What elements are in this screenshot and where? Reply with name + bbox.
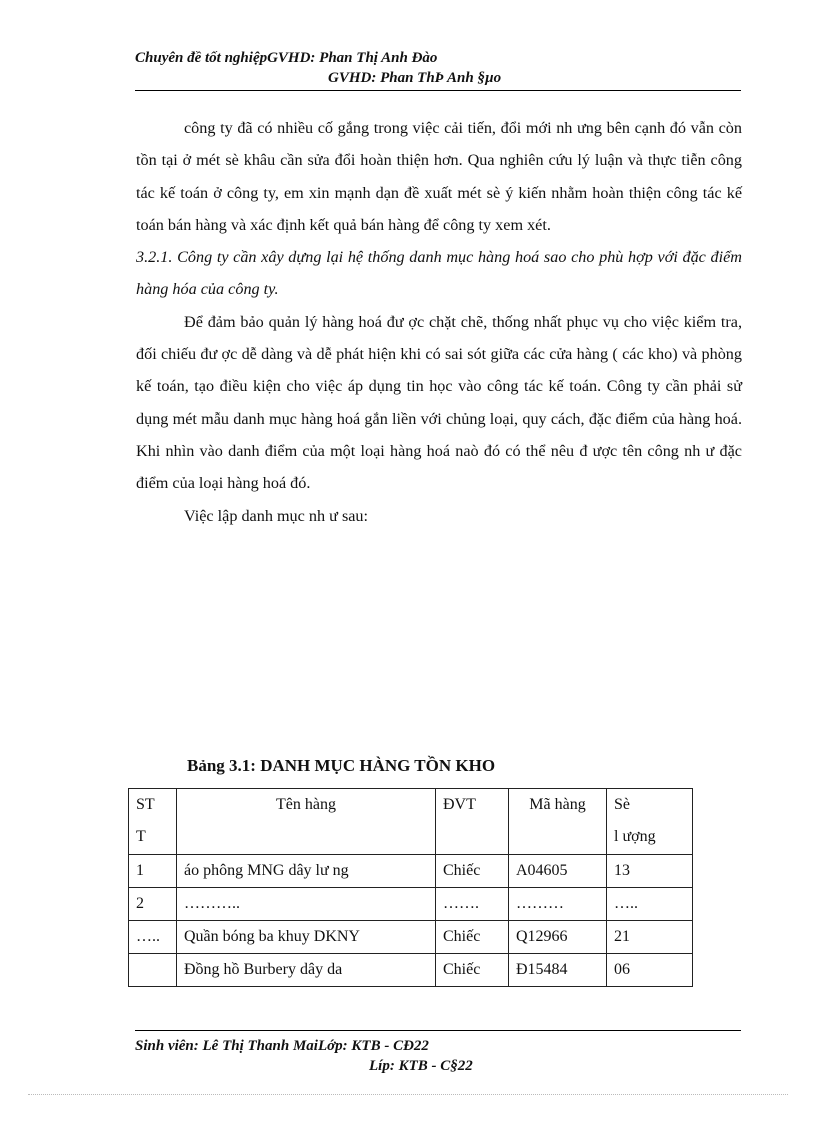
cell-name: Đồng hồ Burbery dây da xyxy=(177,954,436,987)
footer-line-1: Sinh viên: Lê Thị Thanh MaiLớp: KTB - CĐ22 xyxy=(135,1038,429,1054)
cell-code: A04605 xyxy=(509,855,607,888)
footer-line-2: Líp: KTB - C§22 xyxy=(369,1058,473,1074)
cell-code: Q12966 xyxy=(509,921,607,954)
cell-unit: ……. xyxy=(436,888,509,921)
table-caption: Bảng 3.1: DANH MỤC HÀNG TỒN KHO xyxy=(187,756,496,775)
paragraph-list-intro: Việc lập danh mục nh ư sau: xyxy=(184,506,369,525)
cell-unit: Chiếc xyxy=(436,855,509,888)
cell-stt: 2 xyxy=(129,888,177,921)
cell-code: Đ15484 xyxy=(509,954,607,987)
header-code: Mã hàng xyxy=(509,789,607,855)
header-unit: ĐVT xyxy=(436,789,509,855)
table-row xyxy=(129,954,693,987)
page-edge xyxy=(28,1094,788,1095)
table-row xyxy=(129,855,693,888)
header-divider xyxy=(135,90,741,91)
cell-unit: Chiếc xyxy=(436,954,509,987)
table-header-row xyxy=(129,789,693,855)
document-body xyxy=(136,112,742,532)
cell-qty: 21 xyxy=(607,921,693,954)
cell-name: áo phông MNG dây lư ng xyxy=(177,855,436,888)
cell-stt: ….. xyxy=(129,921,177,954)
paragraph-purpose: Để đảm bảo quản lý hàng hoá đư ợc chặt chẽ, thống nhất phục vụ cho việc kiểm tra, đối chiếu đư ợc dễ dàng và dễ phát hiện khi có sai sót giữa các cửa hàng ( các kho) và phòng kế toán, tạo điều kiện cho việc áp dụng tin học vào công tác kế toán. Công ty cần phải sử dụng mét mẫu danh mục hàng hoá gắn liền với chủng loại, quy cách, đặc điểm của hàng hoá. Khi nhìn vào danh điểm của một loại hàng hoá naò đó có thể nêu đ ược tên công nh ư đặc điểm của loại hàng hoá đó. xyxy=(136,312,742,493)
header-name: Tên hàng xyxy=(177,789,436,855)
table-row xyxy=(129,888,693,921)
cell-qty: ….. xyxy=(607,888,693,921)
cell-qty: 13 xyxy=(607,855,693,888)
header-line-1: Chuyên đề tốt nghiệpGVHD: Phan Thị Anh Đào xyxy=(135,50,438,66)
table-row xyxy=(129,921,693,954)
section-heading: 3.2.1. Công ty cần xây dựng lại hệ thống danh mục hàng hoá sao cho phù hợp với đặc điểm hàng hóa của công ty. xyxy=(136,248,742,299)
cell-stt: 1 xyxy=(129,855,177,888)
header-line-2: GVHD: Phan ThÞ Anh §µo xyxy=(328,70,502,86)
cell-code: ……… xyxy=(509,888,607,921)
header-qty: Sè l ượng xyxy=(607,789,693,855)
header-stt: ST T xyxy=(129,789,177,855)
footer-divider xyxy=(135,1030,741,1031)
paragraph-intro: công ty đã có nhiều cố gắng trong việc cải tiến, đổi mới nh ưng bên cạnh đó vẫn còn tồn tại ở mét sè khâu cần sửa đổi hoàn thiện hơn. Qua nghiên cứu lý luận và thực tiễn công tác kế toán ở công ty, em xin mạnh dạn đề xuất mét sè ý kiến nhằm hoàn thiện công tác kế toán bán hàng và xác định kết quả bán hàng để công ty xem xét. xyxy=(136,119,742,234)
inventory-table xyxy=(128,788,693,987)
cell-qty: 06 xyxy=(607,954,693,987)
cell-name: ……….. xyxy=(177,888,436,921)
cell-stt xyxy=(129,954,177,987)
cell-unit: Chiếc xyxy=(436,921,509,954)
cell-name: Quần bóng ba khuy DKNY xyxy=(177,921,436,954)
